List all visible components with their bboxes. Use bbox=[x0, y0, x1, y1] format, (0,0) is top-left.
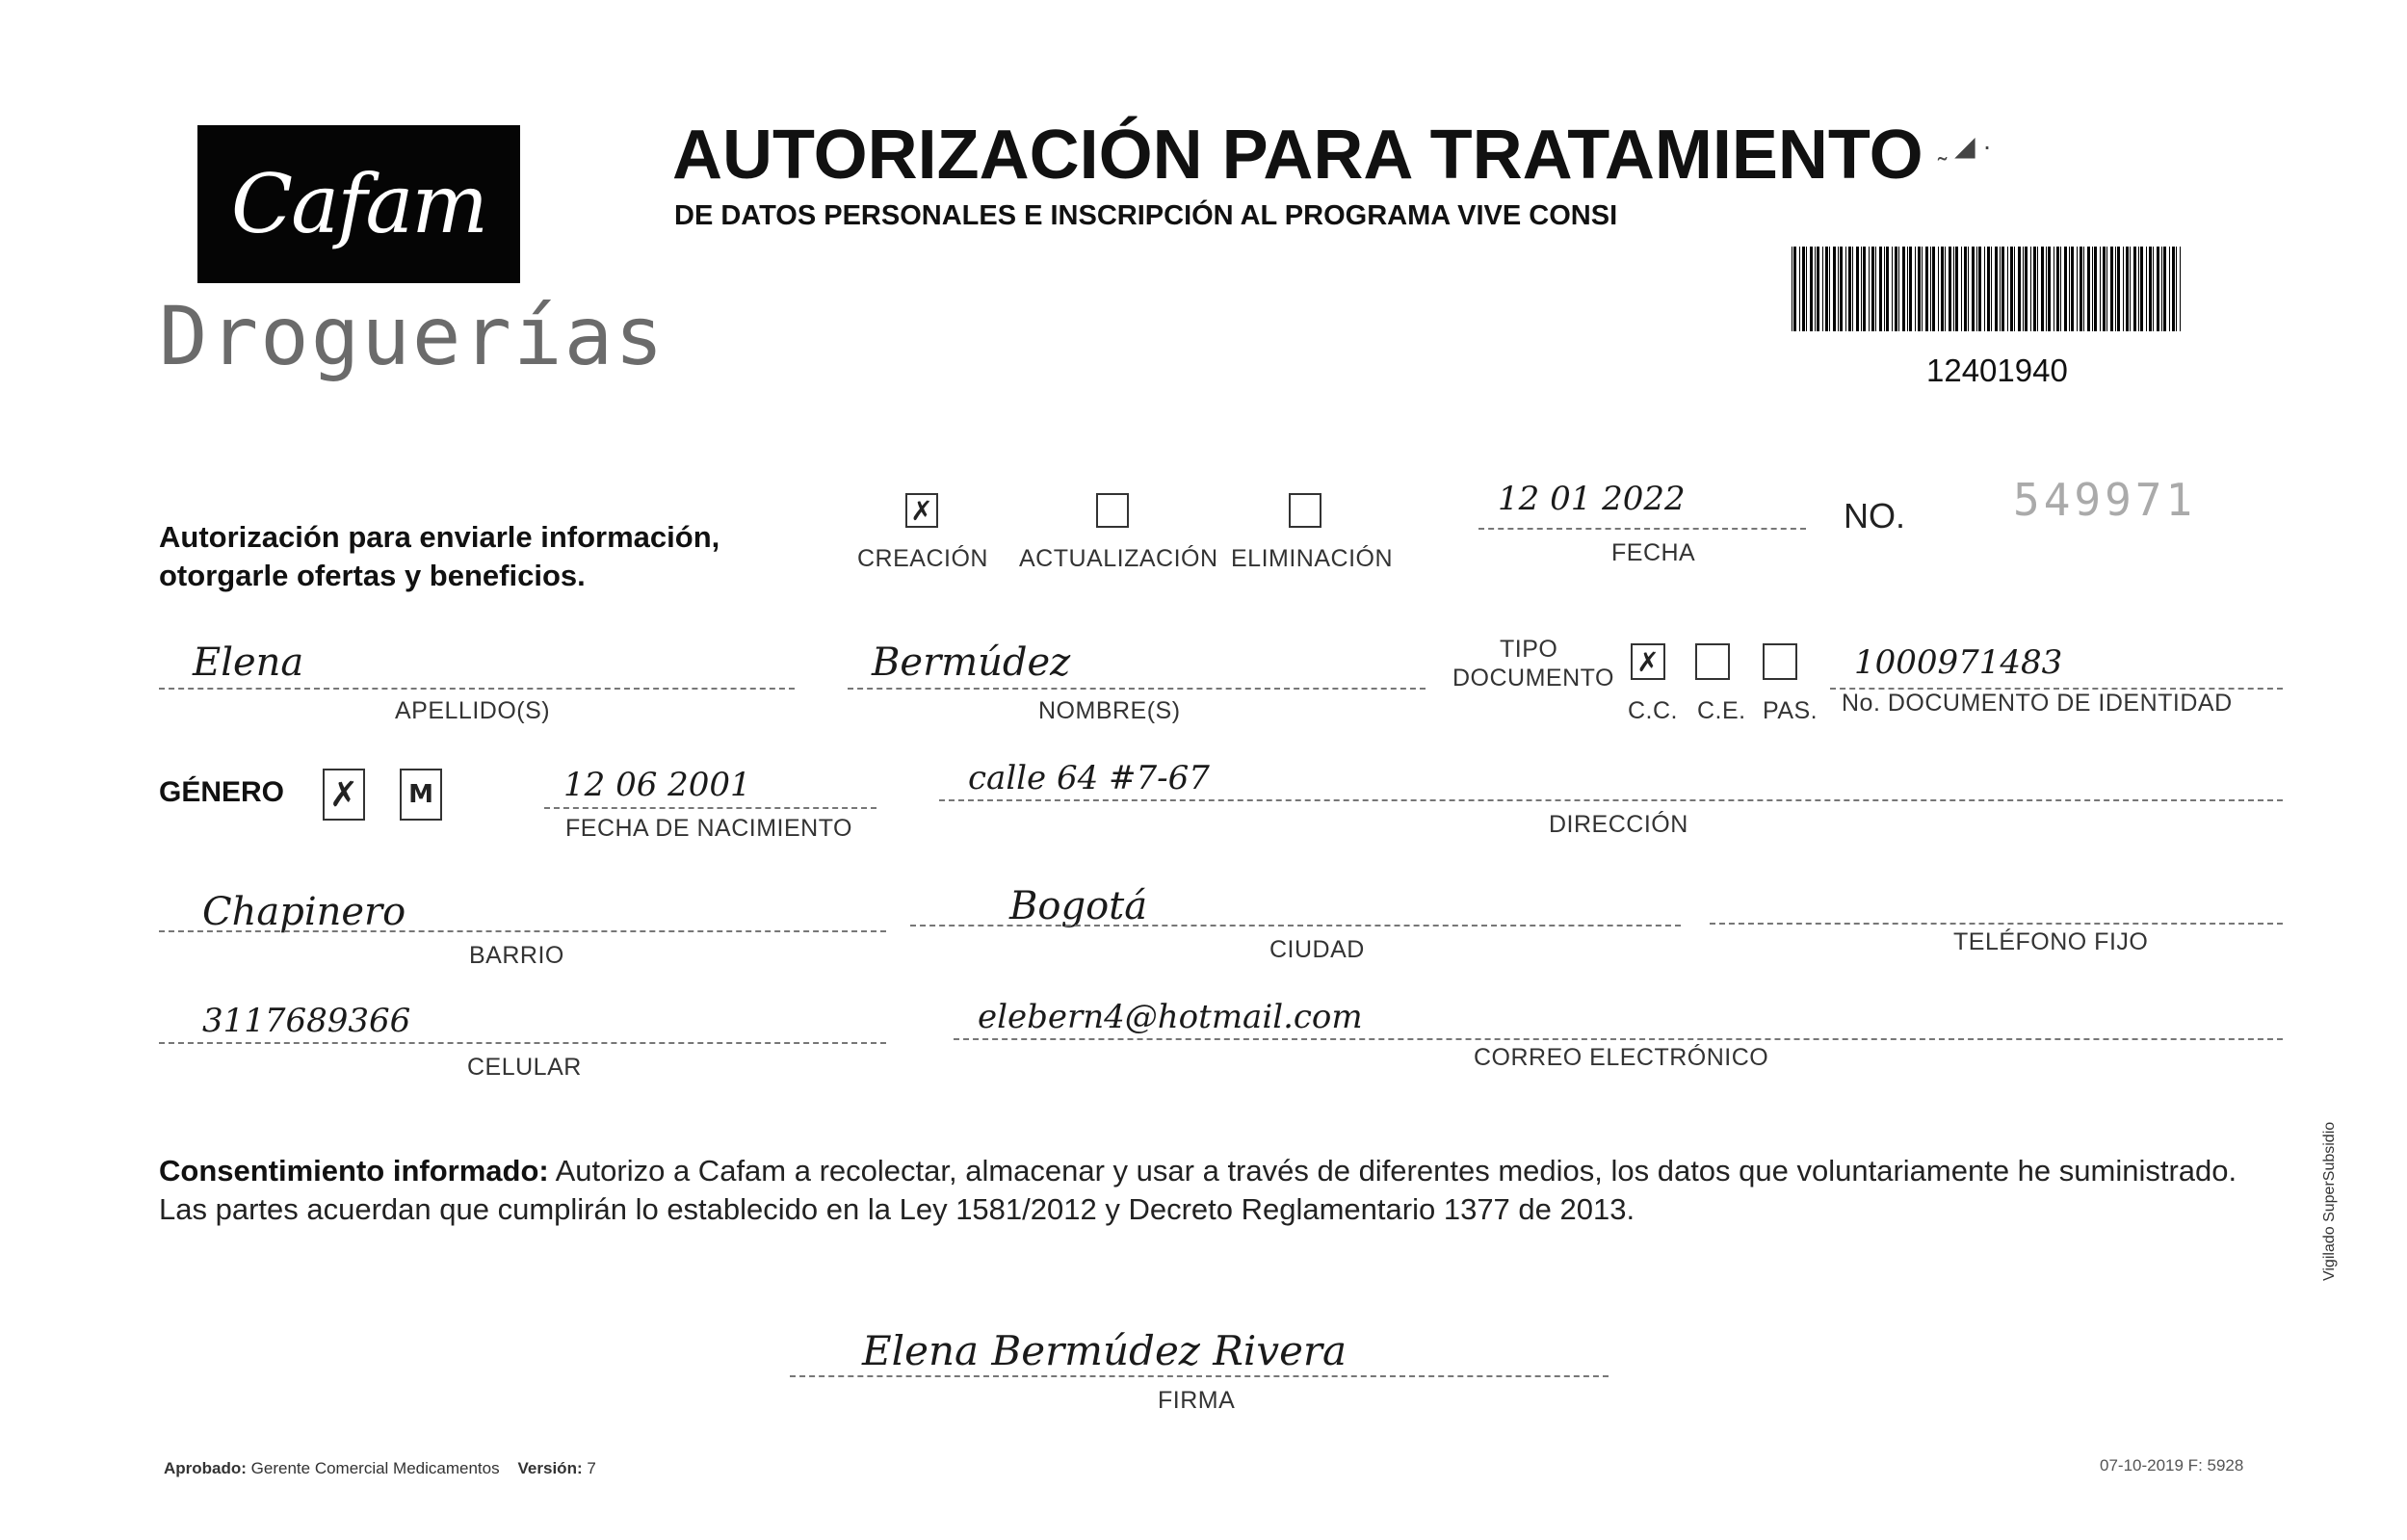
aprobado-label: Aprobado: bbox=[164, 1459, 247, 1477]
authorization-label bbox=[159, 518, 719, 595]
signature-value[interactable]: Elena Bermúdez Rivera bbox=[862, 1327, 1347, 1374]
telefono-label: TELÉFONO FIJO bbox=[1953, 928, 2149, 955]
email-label: CORREO ELECTRÓNICO bbox=[1474, 1044, 1769, 1071]
birth-label: FECHA DE NACIMIENTO bbox=[565, 815, 852, 842]
pas-checkbox[interactable] bbox=[1763, 643, 1797, 680]
eliminacion-label: ELIMINACIÓN bbox=[1231, 545, 1394, 572]
pas-label: PAS. bbox=[1763, 697, 1818, 724]
address-label: DIRECCIÓN bbox=[1549, 811, 1688, 838]
creacion-label: CREACIÓN bbox=[857, 545, 988, 572]
barrio-label: BARRIO bbox=[469, 942, 564, 969]
actualizacion-checkbox[interactable] bbox=[1096, 493, 1129, 528]
consent-text bbox=[159, 1152, 2278, 1229]
address-value[interactable]: calle 64 #7-67 bbox=[968, 759, 1210, 797]
footer-date-code: 07-10-2019 F: 5928 bbox=[2100, 1456, 2244, 1475]
barrio-value[interactable]: Chapinero bbox=[202, 890, 406, 934]
ce-label: C.E. bbox=[1697, 697, 1746, 724]
tipo-label: TIPO bbox=[1500, 636, 1558, 663]
eliminacion-checkbox[interactable] bbox=[1289, 493, 1321, 528]
no-label: NO. bbox=[1844, 496, 1906, 535]
doc-number-label: No. DOCUMENTO DE IDENTIDAD bbox=[1842, 690, 2233, 717]
email-value[interactable]: elebern4@hotmail.com bbox=[978, 998, 1363, 1036]
version-value: 7 bbox=[587, 1459, 596, 1477]
form-title: AUTORIZACIÓN PARA TRATAMIENTO bbox=[672, 117, 1923, 194]
signature-line bbox=[790, 1375, 1609, 1377]
nombre-label: NOMBRE(S) bbox=[1038, 697, 1181, 724]
cc-checkbox[interactable]: ✗ bbox=[1631, 643, 1665, 680]
ciudad-label: CIUDAD bbox=[1269, 936, 1365, 963]
fecha-label: FECHA bbox=[1611, 539, 1696, 566]
version-label: Versión: bbox=[517, 1459, 583, 1477]
celular-label: CELULAR bbox=[467, 1054, 582, 1081]
apellido-label: APELLIDO(S) bbox=[395, 697, 551, 724]
cc-label: C.C. bbox=[1628, 697, 1678, 724]
email-line bbox=[954, 1038, 2283, 1040]
address-line bbox=[939, 799, 2283, 801]
consent-bold: Consentimiento informado: bbox=[159, 1154, 549, 1188]
consent-body: Autorizo a Cafam a recolectar, almacenar y usar a través de diferentes medios, los datos que voluntariamente he suministrado. Las partes acuerdan que cumplirán lo establecido en la Ley 1581/2012 y Decreto Reglamentario 1377 de 2013. bbox=[159, 1154, 2237, 1226]
ciudad-line bbox=[910, 925, 1681, 927]
barrio-line bbox=[159, 930, 886, 932]
celular-line bbox=[159, 1042, 886, 1044]
signature-label: FIRMA bbox=[1158, 1387, 1236, 1414]
logo-text: Cafam bbox=[230, 157, 487, 251]
aprobado-value: Gerente Comercial Medicamentos bbox=[250, 1459, 500, 1477]
genero-label: GÉNERO bbox=[159, 776, 285, 808]
ciudad-value[interactable]: Bogotá bbox=[1009, 884, 1148, 928]
barcode-number: 12401940 bbox=[1926, 352, 2068, 388]
fecha-value[interactable]: 12 01 2022 bbox=[1498, 480, 1686, 518]
footer-approval bbox=[164, 1459, 596, 1478]
celular-value[interactable]: 3117689366 bbox=[202, 1002, 411, 1040]
doc-number-value[interactable]: 1000971483 bbox=[1854, 643, 2063, 682]
actualizacion-label: ACTUALIZACIÓN bbox=[1019, 545, 1218, 572]
authorization-label-line1: Autorización para enviarle información, bbox=[159, 520, 720, 554]
vigilado-side-text: Vigilado SuperSubsidio bbox=[2321, 1121, 2338, 1281]
apellido-value[interactable]: Elena bbox=[193, 640, 304, 685]
scan-smudge-icon: ˷ ◢ · bbox=[1938, 131, 1992, 161]
nombre-line bbox=[848, 688, 1426, 690]
apellido-line bbox=[159, 688, 795, 690]
authorization-label-line2: otorgarle ofertas y beneficios. bbox=[159, 559, 586, 592]
birth-value[interactable]: 12 06 2001 bbox=[563, 766, 751, 804]
cafam-logo bbox=[197, 125, 520, 283]
logo-subtitle: Droguerías bbox=[159, 289, 666, 383]
genero-f-checkbox[interactable]: ✗ bbox=[323, 769, 365, 821]
genero-m-checkbox[interactable]: M bbox=[400, 769, 442, 821]
documento-label: DOCUMENTO bbox=[1452, 665, 1614, 692]
ce-checkbox[interactable] bbox=[1695, 643, 1730, 680]
form-number: 549971 bbox=[2013, 474, 2197, 526]
birth-line bbox=[544, 807, 876, 809]
barcode-icon bbox=[1792, 247, 2181, 331]
telefono-line bbox=[1710, 923, 2283, 925]
nombre-value[interactable]: Bermúdez bbox=[872, 640, 1071, 685]
creacion-checkbox[interactable]: ✗ bbox=[905, 493, 938, 528]
form-subtitle: DE DATOS PERSONALES E INSCRIPCIÓN AL PROGRAMA VIVE CONSI bbox=[674, 200, 1618, 231]
fecha-line bbox=[1478, 528, 1806, 530]
